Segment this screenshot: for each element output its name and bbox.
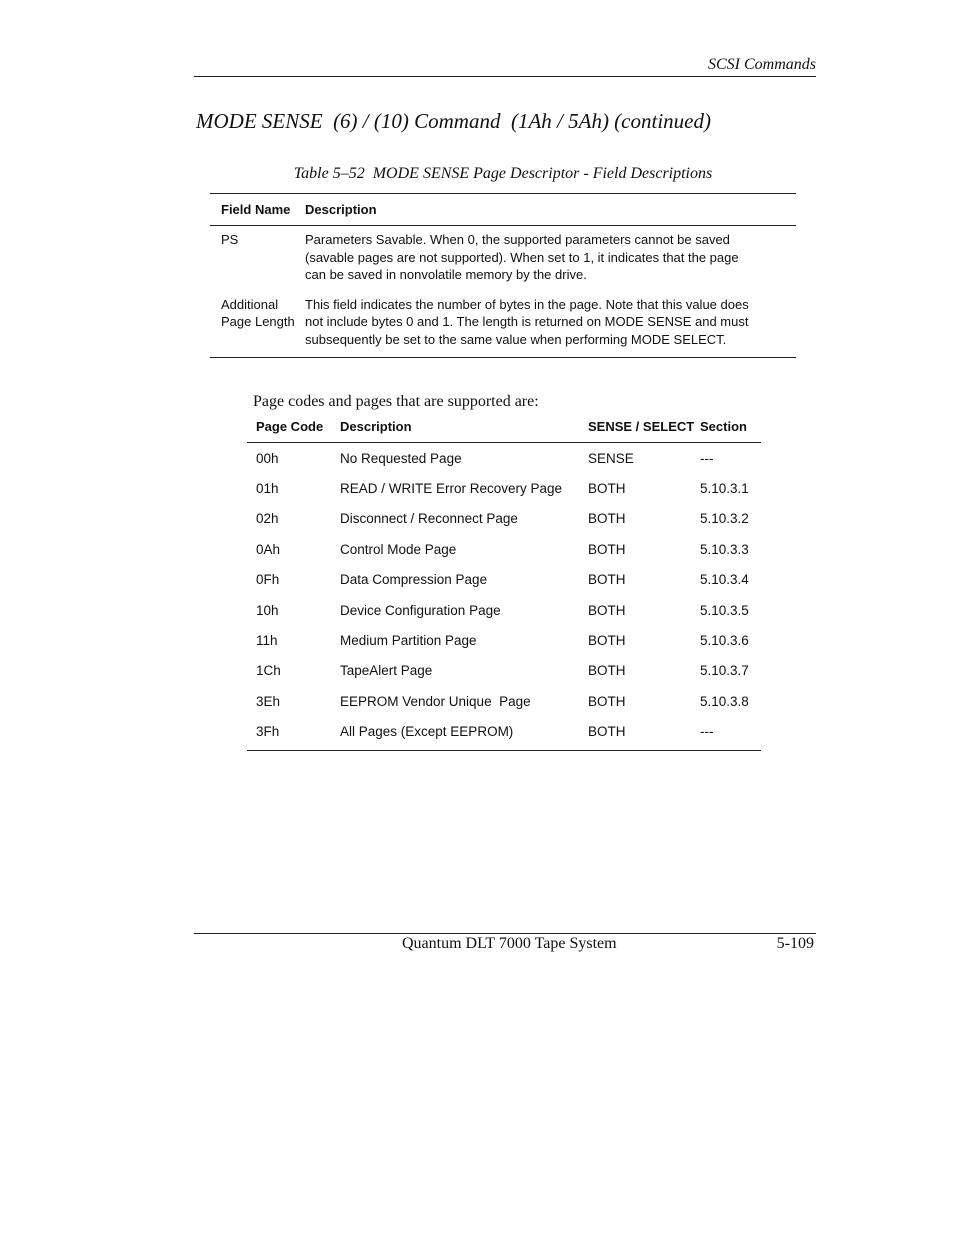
footer-title: Quantum DLT 7000 Tape System [402,935,617,952]
description-cell: Medium Partition Page [340,633,477,649]
header-rule [194,76,816,77]
footer-rule [194,933,816,934]
table-row [247,534,761,564]
sense-select-cell: BOTH [588,511,626,527]
sense-select-cell: BOTH [588,724,626,740]
column-header-field-name: Field Name [221,202,291,217]
page-code-cell: 00h [256,450,279,466]
sense-select-cell: BOTH [588,481,626,497]
page-number: 5-109 [776,935,814,952]
description-cell: EEPROM Vendor Unique Page [340,693,531,709]
section-cell: 5.10.3.8 [700,693,749,709]
description-cell: READ / WRITE Error Recovery Page [340,481,563,497]
description-line: This field indicates the number of bytes in the page. Note that this value does [305,296,749,312]
section-cell: 5.10.3.5 [700,602,749,618]
sense-select-cell: BOTH [588,541,626,557]
column-header-description: Description [340,418,412,434]
table-row [247,656,761,686]
column-header-sense-select: SENSE / SELECT [588,418,695,434]
sense-select-cell: BOTH [588,602,626,618]
table-row [247,717,761,747]
page-code-cell: 1Ch [256,663,281,679]
page-code-cell: 10h [256,602,279,618]
section-cell: --- [700,450,714,466]
section-cell: 5.10.3.2 [700,511,749,527]
column-header-section: Section [700,418,747,434]
column-header-page-code: Page Code [256,418,324,434]
section-cell: 5.10.3.6 [700,633,749,649]
table-row [247,473,761,503]
table-row [247,504,761,534]
page-code-cell: 0Ah [256,541,281,557]
field-name-cell [210,231,305,284]
column-header-description: Description [305,202,377,217]
field-description-table [210,193,796,358]
page-code-cell: 02h [256,511,279,527]
field-name-line: PS [221,232,239,247]
page-codes-rows [247,443,761,750]
field-name-cell [210,296,305,349]
sense-select-cell: BOTH [588,572,626,588]
description-cell [305,296,796,349]
description-line: subsequently be set to the same value when performing MODE SELECT. [305,331,727,347]
table-row [247,565,761,595]
section-title: MODE SENSE (6) / (10) Command (1Ah / 5Ah) (continued) [196,109,711,133]
running-head: SCSI Commands [707,56,816,73]
field-name-line: Additional [221,296,279,312]
page-codes-intro: Page codes and pages that are supported are: [253,393,539,410]
description-line: Parameters Savable. When 0, the supported parameters cannot be saved [305,232,730,247]
section-cell: 5.10.3.3 [700,541,749,557]
table-row [210,226,796,284]
table-row [247,595,761,625]
sense-select-cell: BOTH [588,633,626,649]
section-cell: 5.10.3.4 [700,572,749,588]
table-caption: Table 5–52 MODE SENSE Page Descriptor - Field Descriptions [293,165,713,182]
sense-select-cell: BOTH [588,693,626,709]
page-code-cell: 11h [256,633,278,649]
description-line: not include bytes 0 and 1. The length is returned on MODE SENSE and must [305,314,749,329]
description-cell: All Pages (Except EEPROM) [340,724,514,740]
table-row [210,284,796,358]
table-header-row [210,194,796,226]
section-cell: 5.10.3.7 [700,663,749,679]
table-row [247,686,761,716]
description-cell: TapeAlert Page [340,663,433,679]
table-row [247,443,761,473]
sense-select-cell: BOTH [588,663,626,679]
page-code-cell: 01h [256,481,279,497]
table-header-row [247,410,761,443]
description-cell: Device Configuration Page [340,602,501,618]
description-cell: Disconnect / Reconnect Page [340,511,518,527]
description-cell [305,231,796,284]
section-cell: --- [700,724,714,740]
page-code-cell: 0Fh [256,572,280,588]
sense-select-cell: SENSE [588,450,634,466]
description-cell: No Requested Page [340,450,462,466]
page-codes-table [247,410,761,751]
description-cell: Control Mode Page [340,541,457,557]
field-name-line: Page Length [221,314,295,329]
description-cell: Data Compression Page [340,572,488,588]
page-code-cell: 3Eh [256,693,281,709]
description-line: (savable pages are not supported). When set to 1, it indicates that the page [305,249,739,265]
page-code-cell: 3Fh [256,724,280,740]
table-row [247,625,761,655]
description-line: can be saved in nonvolatile memory by the drive. [305,267,587,282]
section-cell: 5.10.3.1 [700,481,749,497]
